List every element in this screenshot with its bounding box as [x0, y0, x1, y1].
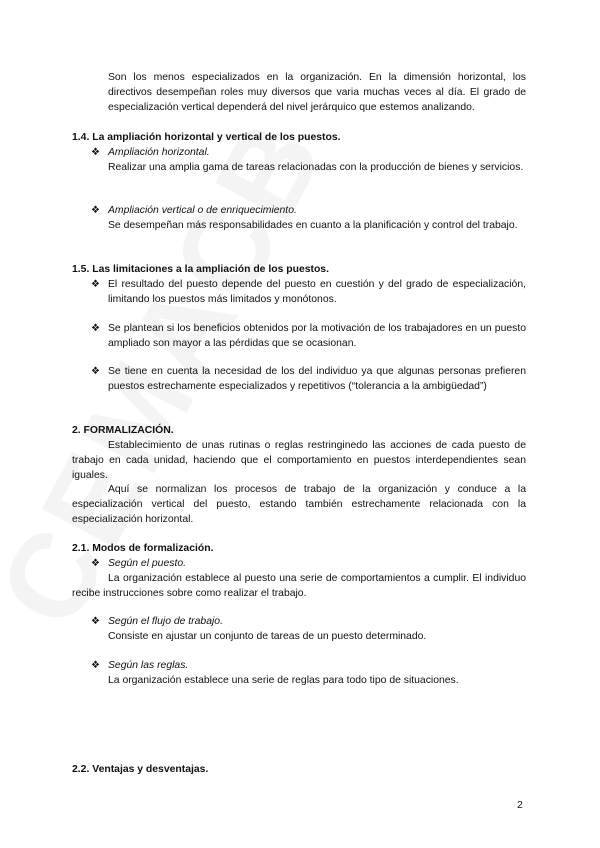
item-text: Realizar una amplia gama de tareas relacionadas con la producción de bienes y servicios.: [108, 162, 524, 173]
item-text: La organización establece una serie de reglas para todo tipo de situaciones.: [108, 675, 459, 686]
item-title: Ampliación vertical o de enriquecimiento.: [108, 205, 297, 216]
item-title: Según el flujo de trabajo.: [108, 616, 223, 627]
heading-2-2: 2.2. Ventajas y desventajas.: [72, 764, 209, 775]
item-title: Según el puesto.: [108, 558, 186, 569]
bullet-icon: ❖: [91, 660, 100, 671]
bullet-icon: ❖: [91, 205, 100, 216]
item-text: Se desempeñan más responsabilidades en cuanto a la planificación y control del trabajo.: [108, 220, 518, 231]
intro-paragraph: Son los menos especializados en la organización. En la dimensión horizontal, los directivos desempeñan roles muy diversos que varia muchas veces al día. El grado de especialización vertical dependerá del nivel jerárquico que estemos analizando.: [108, 72, 526, 113]
paragraph: Establecimiento de unas rutinas o reglas restringinedo las acciones de cada puesto de trabajo en cada unidad, haciendo que el comportamiento en puestos interdependientes sean iguales.: [72, 440, 526, 481]
bullet-icon: ❖: [91, 558, 100, 569]
list-item: El resultado del puesto depende del puesto en cuestión y del grado de especialización, limitando los puestos más limitados y monótonos.: [108, 279, 526, 305]
page-number: 2: [517, 799, 523, 811]
list-item: Se tiene en cuenta la necesidad de los del individuo ya que algunas personas prefieren puestos estrechamente especializados y repetitivos (“tolerancia a la ambigüedad”): [108, 366, 526, 392]
paragraph: Aquí se normalizan los procesos de trabajo de la organización y conduce a la especialización vertical del puesto, estando también estrechamente relacionada con la especialización horizontal.: [72, 484, 526, 525]
bullet-icon: ❖: [91, 616, 100, 627]
item-title: Ampliación horizontal.: [108, 147, 210, 158]
bullet-icon: ❖: [91, 323, 100, 334]
heading-2: 2. FORMALIZACIÓN.: [72, 425, 174, 436]
heading-1-5: 1.5. Las limitaciones a la ampliación de los puestos.: [72, 264, 329, 275]
heading-2-1: 2.1. Modos de formalización.: [72, 543, 214, 554]
heading-1-4: 1.4. La ampliación horizontal y vertical de los puestos.: [72, 132, 341, 143]
bullet-icon: ❖: [91, 366, 100, 377]
item-text: La organización establece al puesto una serie de comportamientos a cumplir. El individuo recibe instrucciones sobre como realizar el trabajo.: [72, 573, 526, 599]
item-text: Consiste en ajustar un conjunto de tareas de un puesto determinado.: [108, 631, 427, 642]
bullet-icon: ❖: [91, 147, 100, 158]
bullet-icon: ❖: [91, 279, 100, 290]
list-item: Se plantean si los beneficios obtenidos por la motivación de los trabajadores en un puesto ampliado son mayor a las pérdidas que se ocasionan.: [108, 323, 526, 349]
item-title: Según las reglas.: [108, 660, 189, 671]
